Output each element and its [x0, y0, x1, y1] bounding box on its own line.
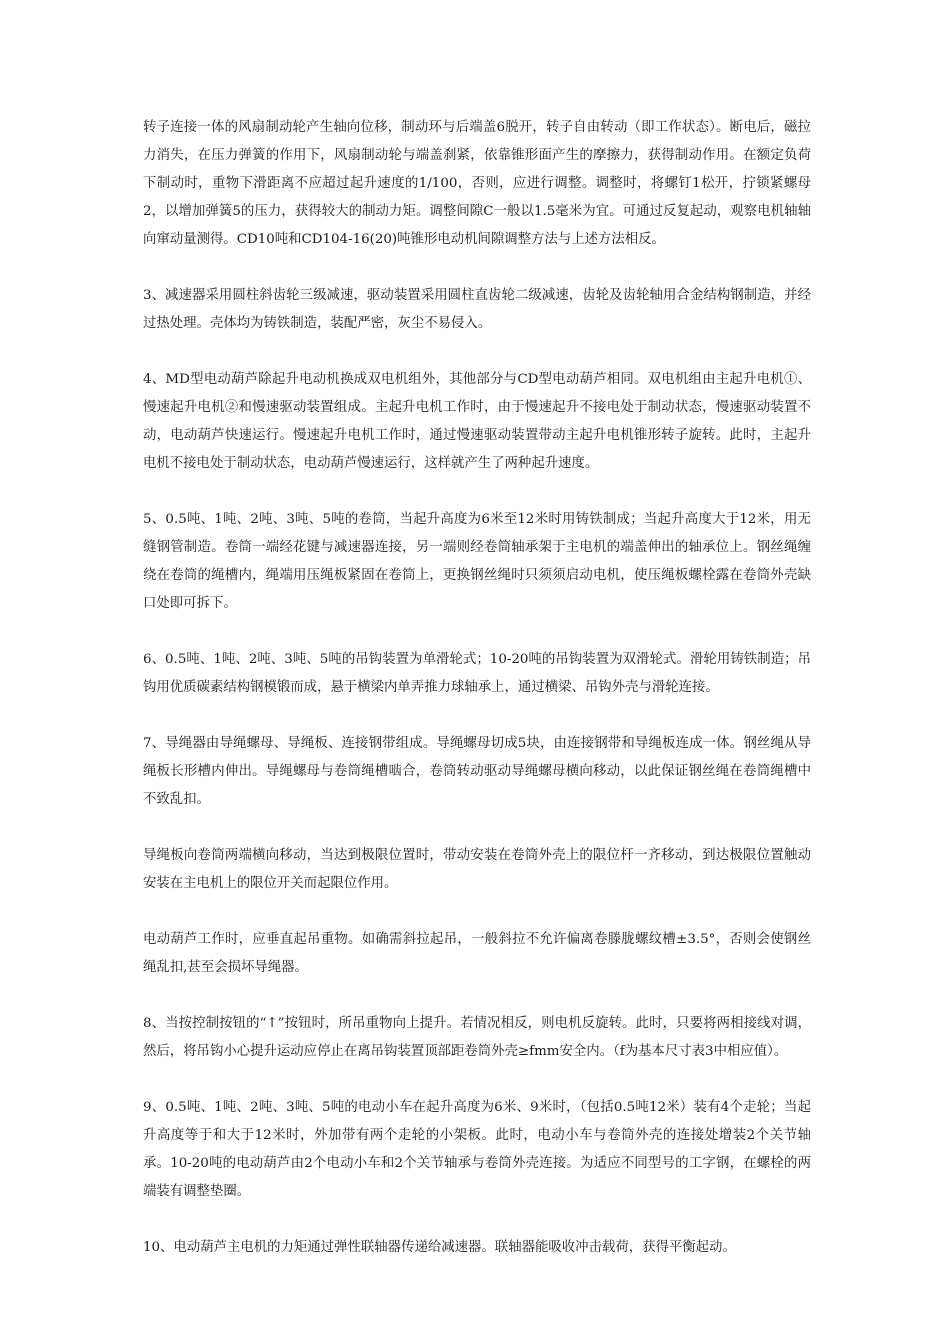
paragraph-item-7-rope-guide: 7、导绳器由导绳螺母、导绳板、连接钢带组成。导绳螺母切成5块，由连接钢带和导绳板连成一体。钢丝绳从导绳板长形槽内伸出。导绳螺母与卷筒绳槽啮合，卷筒转动驱动导绳螺母横向移动，以此保证钢丝绳在卷筒绳槽中不致乱扣。 — [143, 736, 811, 807]
paragraph-item-10-coupling: 10、电动葫芦主电机的力矩通过弹性联轴器传递给减速器。联轴器能吸收冲击载荷，获得平衡起动。 — [143, 1240, 736, 1255]
paragraph-item-9-trolley: 9、0.5吨、1吨、2吨、3吨、5吨的电动小车在起升高度为6米、9米时，（包括0.5吨12米）装有4个走轮；当起升高度等于和大于12米时，外加带有两个走轮的小架板。此时，电动小车与卷筒外壳的连接处增装2个关节轴承。10-20吨的电动葫芦由2个电动小车和2个关节轴承与卷筒外壳连接。为适应不同型号的工字钢，在螺栓的两端装有调整垫圈。 — [143, 1100, 811, 1199]
paragraph-item-3-reducer: 3、减速器采用圆柱斜齿轮三级减速，驱动装置采用圆柱直齿轮二级减速，齿轮及齿轮轴用合金结构钢制造，并经过热处理。壳体均为铸铁制造，装配严密，灰尘不易侵入。 — [143, 288, 811, 331]
paragraph-vertical-lifting: 电动葫芦工作时，应垂直起吊重物。如确需斜拉起吊，一般斜拉不允许偏离卷滕胧螺纹槽±3.5°，否则会使钢丝绳乱扣,甚至会损坏导绳器。 — [143, 932, 811, 975]
document-body — [143, 114, 811, 1290]
paragraph-item-5-drum: 5、0.5吨、1吨、2吨、3吨、5吨的卷筒，当起升高度为6米至12米时用铸铁制成；当起升高度大于12米，用无缝钢管制造。卷筒一端经花键与减速器连接，另一端则经卷筒轴承架于主电机的端盖伸出的轴承位上。钢丝绳缠绕在卷筒的绳槽内，绳端用压绳板紧固在卷筒上，更换钢丝绳时只须须启动电机，使压绳板螺栓露在卷筒外壳缺口处即可拆下。 — [143, 512, 811, 611]
paragraph-item-4-md-hoist: 4、MD型电动葫芦除起升电动机换成双电机组外，其他部分与CD型电动葫芦相同。双电机组由主起升电机①、慢速起升电机②和慢速驱动装置组成。主起升电机工作时，由于慢速起升不接电处于制动状态，慢速驱动装置不动，电动葫芦快速运行。慢速起升电机工作时，通过慢速驱动装置带动主起升电机锥形转子旋转。此时，主起升电机不接电处于制动状态，电动葫芦慢速运行，这样就产生了两种起升速度。 — [143, 372, 811, 471]
paragraph-brake-adjustment: 转子连接一体的风扇制动轮产生轴向位移，制动环与后端盖6脱开，转子自由转动（即工作状态）。断电后，磁拉力消失，在压力弹簧的作用下，风扇制动轮与端盖刹紧，依靠锥形面产生的摩擦力，获得制动作用。在额定负荷下制动时，重物下滑距离不应超过起升速度的1/100，否则，应进行调整。调整时，将螺钉1松开，拧锁紧螺母2，以增加弹簧5的压力，获得较大的制动力矩。调整间隙C一般以1.5毫米为宜。可通过反复起动，观察电机轴轴向窜动量测得。CD10吨和CD104-16(20)吨锥形电动机间隙调整方法与上述方法相反。 — [143, 120, 811, 247]
paragraph-item-8-control-button: 8、当按控制按钮的“↑”按钮时，所吊重物向上提升。若情况相反，则电机反旋转。此时，只要将两相接线对调，然后，将吊钩小心提升运动应停止在离吊钩装置顶部距卷筒外壳≥fmm安全内。（f为基本尺寸表3中相应值）。 — [143, 1016, 811, 1059]
paragraph-limit-switch: 导绳板向卷筒两端横向移动，当达到极限位置时，带动安装在卷筒外壳上的限位杆一齐移动，到达极限位置触动安装在主电机上的限位开关而起限位作用。 — [143, 848, 811, 891]
paragraph-item-6-hook: 6、0.5吨、1吨、2吨、3吨、5吨的吊钩装置为单滑轮式；10-20吨的吊钩装置为双滑轮式。滑轮用铸铁制造；吊钩用优质碳素结构钢模锻而成，悬于横梁内单弄推力球轴承上，通过横梁、吊钩外壳与滑轮连接。 — [143, 652, 811, 695]
